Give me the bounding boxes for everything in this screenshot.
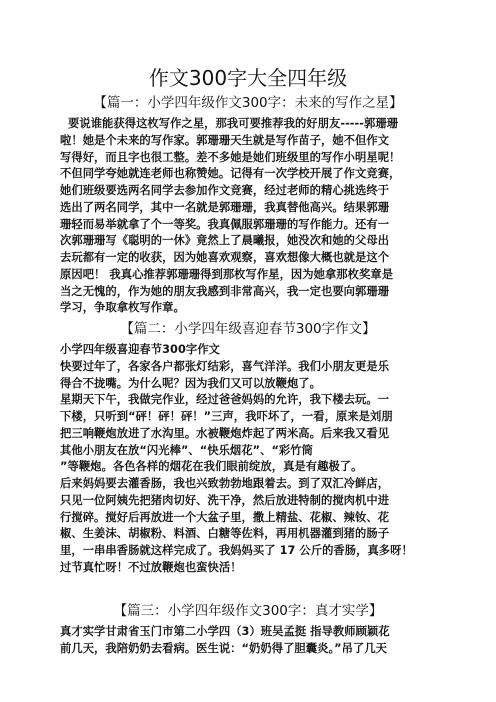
section-1-body (60, 116, 440, 317)
section-2-body (60, 342, 440, 577)
text-line: 选出了两名同学，其中一名就是郭珊珊，我真替他高兴。结果郭珊 (60, 200, 390, 214)
text-line: 去玩都有一定的收获，因为她喜欢观察，喜欢想像大概也就是这个 (60, 251, 390, 264)
text-line: 啦！她是个未来的写作家。郭珊珊天生就是写作苗子，她不但作文 (60, 133, 390, 147)
text-line: 次郭珊珊写《聪明的一休》竟然上了晨曦报，她没次和她的父母出 (60, 234, 390, 248)
text-line: 真才实学甘肃省玉门市第二小学四（3）班吴孟挺 指导教师顾颖花 (60, 625, 390, 638)
text-line: 她们班级要选两名同学去参加作文竞赛，经过老师的精心挑选终于 (60, 184, 390, 197)
text-line: 前几天，我陪奶奶去看病。医生说：“奶奶得了胆囊炎。”吊了几天 (60, 641, 388, 655)
text-line: 珊轻而易举就拿了个一等奖。我真佩服郭珊珊的写作能力。还有一 (60, 217, 390, 231)
text-line: 椒、生姜沫、胡椒粉、料酒、白糖等佐料，再用机器灌到猪的肠子 (60, 527, 390, 541)
text-line: 要说谁能获得这枚写作之星，那我可要推荐我的好朋友-----郭珊珊 (68, 117, 399, 130)
section-3-body (60, 624, 440, 658)
text-line: 其他小朋友在放“闪光棒”、“快乐烟花”、“彩竹筒 (60, 443, 313, 457)
section-1-heading: 【篇一：小学四年级作文300字：未来的写作之星】 (93, 95, 403, 111)
text-line: 下楼，只听到“砰！砰！砰！”三声，我吓坏了，一看，原来是刘朋 (60, 410, 393, 423)
text-line: 快要过年了，各家各户都张灯结彩，喜气洋洋。我们小朋友更是乐 (60, 359, 390, 373)
text-line: 学习，争取拿枚写作章。 (60, 301, 185, 315)
text-line: 里，一串串香肠就这样完成了。我妈妈买了 17 公斤的香肠，真多呀！ (60, 544, 413, 557)
text-line: 小学四年级喜迎春节300字作文 (60, 343, 220, 356)
text-line: 写得好，而且字也很工整。差不多她是她们班级里的写作小明星呢！ (60, 150, 401, 164)
text-line: 把三响鞭炮放进了水沟里。水被鞭炮炸起了两米高。后来我又看见 (60, 426, 390, 440)
document-title: 作文300字大全四年级 (148, 66, 348, 90)
text-line: 过节真忙呀！不过放鞭炮也蛮快活！ (60, 560, 242, 574)
text-line: 后来妈妈要去灌香肠，我也兴致勃勃地跟着去。到了双汇冷鲜店， (60, 477, 390, 490)
text-line: 得合不拢嘴。为什么呢？因为我们又可以放鞭炮了。 (60, 376, 321, 390)
text-line: 原因吧！ 我真心推荐郭珊珊得到那枚写作星，因为她拿那枚奖章是 (60, 267, 394, 281)
text-line: 当之无愧的，作为她的朋友我感到非常高兴，我一定也要向郭珊珊 (60, 284, 390, 298)
text-line: 星期天下午，我做完作业，经过爸爸妈妈的允许，我下楼去玩。一 (60, 393, 390, 407)
text-line: 行搅碎。搅好后再放进一个大盆子里，撒上精盐、花椒、辣钕、花 (60, 510, 390, 524)
text-line: ”等鞭炮。各色各样的烟花在我们眼前绽放，真是有趣极了。 (60, 460, 363, 474)
text-line: 不但同学夸她就连老师也称赞她。记得有一次学校开展了作文竞赛， (60, 167, 401, 181)
section-3-heading: 【篇三：小学四年级作文300字：真才实学】 (113, 603, 383, 619)
section-2-heading: 【篇二：小学四年级喜迎春节300字作文】 (120, 321, 376, 337)
text-line: 只见一位阿姨先把猪肉切好、洗干净，然后放进特制的搅肉机中进 (60, 493, 390, 507)
